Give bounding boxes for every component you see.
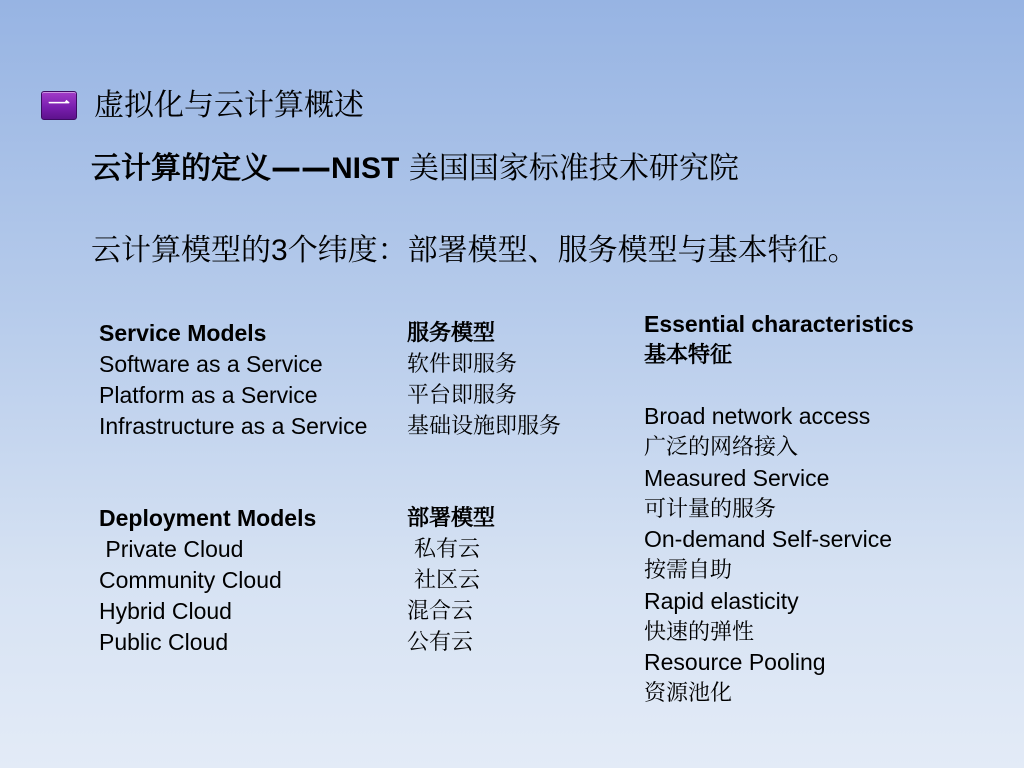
characteristic-item-en: Resource Pooling (644, 649, 826, 675)
deployment-model-item-en: Private Cloud (99, 536, 244, 562)
section-number-badge (41, 91, 77, 120)
essential-header-zh: 基本特征 (644, 343, 733, 368)
deployment-models-header-zh: 部署模型 (407, 506, 496, 531)
service-model-item-en: Platform as a Service (99, 382, 318, 408)
characteristic-item-zh: 快速的弹性 (644, 620, 755, 645)
deployment-model-item-zh: 私有云 (407, 537, 480, 562)
characteristic-item-zh: 广泛的网络接入 (644, 435, 799, 460)
deployment-models-header-en: Deployment Models (99, 505, 317, 531)
dimensions-line (91, 233, 858, 269)
characteristic-item-en: Rapid elasticity (644, 588, 799, 614)
service-models-header-en: Service Models (99, 320, 267, 346)
dimensions-suffix: 个纬度：部署模型、服务模型与基本特征。 (287, 233, 858, 268)
essential-header-en: Essential characteristics (644, 311, 914, 337)
deployment-model-item-en: Hybrid Cloud (99, 598, 232, 624)
characteristic-item-en: On-demand Self-service (644, 526, 892, 552)
definition-label: 云计算的定义—— (91, 151, 331, 186)
service-model-item-zh: 软件即服务 (407, 352, 518, 377)
dimensions-number: 3 (271, 234, 288, 267)
service-model-item-en: Infrastructure as a Service (99, 413, 368, 439)
service-model-item-en: Software as a Service (99, 351, 323, 377)
deployment-model-item-zh: 社区云 (407, 568, 480, 593)
service-models-header-zh: 服务模型 (407, 321, 496, 346)
definition-org-zh: 美国国家标准技术研究院 (399, 151, 739, 186)
characteristic-item-zh: 资源池化 (644, 681, 733, 706)
essential-characteristics-section (644, 309, 1014, 729)
service-model-item-zh: 基础设施即服务 (407, 414, 562, 439)
deployment-model-item-en: Community Cloud (99, 567, 282, 593)
characteristic-item-en: Measured Service (644, 465, 830, 491)
definition-line (91, 151, 739, 187)
deployment-model-item-en: Public Cloud (99, 629, 229, 655)
service-model-item-zh: 平台即服务 (407, 383, 518, 408)
characteristic-item-en: Broad network access (644, 403, 871, 429)
deployment-model-item-zh: 公有云 (407, 630, 474, 655)
slide-heading: 虚拟化与云计算概述 (94, 88, 364, 123)
dimensions-prefix: 云计算模型的 (91, 233, 271, 268)
definition-org: NIST (331, 152, 400, 185)
deployment-model-item-zh: 混合云 (407, 599, 474, 624)
characteristic-item-zh: 可计量的服务 (644, 497, 777, 522)
characteristic-item-zh: 按需自助 (644, 558, 733, 583)
section-number: 一 (47, 93, 70, 118)
